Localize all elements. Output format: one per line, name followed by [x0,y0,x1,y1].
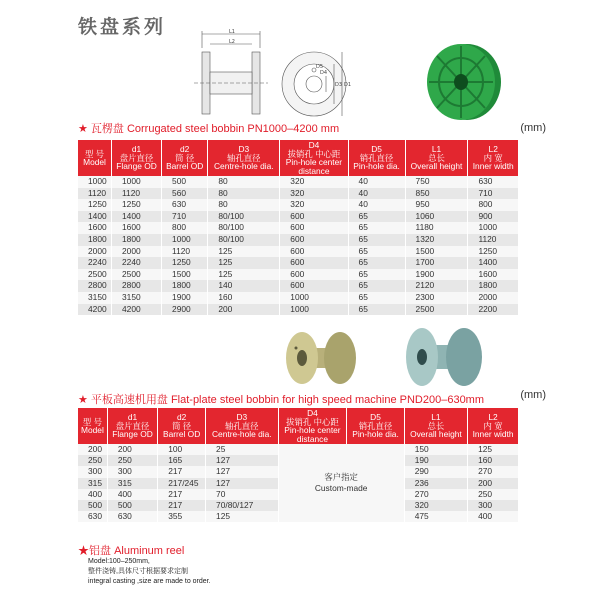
table-cell: 900 [468,211,518,223]
custom-made-en: Custom-made [314,483,368,494]
flat-heading [78,391,484,407]
table-cell: 3150 [112,292,162,304]
table-cell: 2000 [78,246,112,258]
table-cell: 40 [348,188,405,200]
table-cell: 320 [280,199,348,211]
table-cell: 4200 [112,304,162,316]
table-cell: 630 [107,511,157,522]
column-header-code: D5 [370,412,381,423]
table-cell: 400 [107,489,157,500]
table-cell: 65 [348,292,405,304]
column-header-en: Barrel OD [166,161,204,172]
column-header [107,408,157,444]
column-header [206,408,279,444]
table-cell: 80 [208,199,280,211]
table-cell: 2300 [405,292,468,304]
column-header-zh: 轴孔直径 [227,152,261,163]
table-cell: 2500 [112,269,162,281]
table-cell: 630 [468,176,518,188]
corrugated-heading-zh: 瓦楞盘 [90,123,124,135]
table-cell: 40 [348,176,405,188]
table-cell: 1800 [112,234,162,246]
table-cell: 100 [158,444,206,455]
table-cell: 1120 [78,188,112,200]
table-cell: 140 [208,280,280,292]
table-cell: 1800 [162,280,208,292]
table-cell: 300 [107,466,157,477]
column-header-zh: 拔销孔 中心距 [287,148,341,159]
custom-made-cell [278,444,404,522]
table-cell: 600 [280,280,348,292]
table-cell: 290 [404,466,467,477]
column-header-zh: 筒 径 [175,152,195,163]
table-cell: 165 [158,455,206,466]
label-d5: D5 [316,64,324,70]
table-cell: 1180 [405,222,468,234]
column-header-code: d1 [131,144,142,155]
table-cell: 25 [206,444,279,455]
table-cell: 125 [208,246,280,258]
table-cell: 1250 [162,257,208,269]
table-cell: 1400 [78,211,112,223]
column-header-code: L2 [488,144,498,155]
table-cell: 1000 [78,176,112,188]
table-cell: 80/100 [208,211,280,223]
aluminum-note: 整件浇铸,具体尺寸根据要求定制 [88,568,188,575]
column-header-en: Barrel OD [163,429,201,440]
column-header [468,408,518,444]
column-header-code: D5 [371,144,382,155]
table-cell: 1120 [162,246,208,258]
label-d3: D3 [335,82,343,88]
table-cell: 217 [158,500,206,511]
column-header-en: Centre-hole dia. [214,161,274,172]
table-cell: 1320 [405,234,468,246]
table-cell: 475 [404,511,467,522]
table-cell: 300 [468,500,518,511]
table-cell: 200 [107,444,157,455]
column-header-code: d1 [127,412,138,423]
aluminum-heading-en: Aluminum reel [114,545,185,557]
column-header-zh: 筒 径 [172,420,192,431]
table-cell: 65 [348,211,405,223]
table-cell: 600 [280,234,348,246]
table-cell: 320 [280,176,348,188]
table-cell: 2800 [78,280,112,292]
table-cell: 236 [404,478,467,489]
table-row [78,292,518,304]
table-cell: 2500 [78,269,112,281]
column-header-en: Flange OD [116,161,157,172]
table-cell: 500 [162,176,208,188]
aluminum-note: integral casting ,size are made to order. [88,578,211,585]
table-cell: 160 [208,292,280,304]
table-cell: 1000 [162,234,208,246]
table-cell: 2500 [405,304,468,316]
corrugated-unit: (mm) [520,122,546,134]
steel-reel-image [282,330,360,386]
table-row [78,188,518,200]
column-header [162,140,208,176]
table-cell: 65 [348,222,405,234]
column-header-en: Pin-hole dia. [353,161,400,172]
table-cell: 800 [468,199,518,211]
aluminum-note: Model:100–250mm, [88,558,150,565]
table-cell: 630 [78,511,107,522]
column-header-zh: 拔销孔 中心距 [286,416,339,427]
column-header-en: Pin-hole center [284,425,341,435]
table-cell: 3150 [78,292,112,304]
table-cell: 1500 [405,246,468,258]
column-header-en: Model [83,157,106,167]
table-cell: 850 [405,188,468,200]
column-header-zh: 总长 [428,152,445,163]
column-header-en: Model [81,425,104,435]
table-cell: 560 [162,188,208,200]
table-cell: 270 [404,489,467,500]
table-cell: 250 [468,489,518,500]
table-row [78,257,518,269]
table-cell: 950 [405,199,468,211]
table-cell: 2000 [468,292,518,304]
green-reel-image [415,38,507,123]
column-header-zh: 销孔直径 [359,152,394,163]
aluminum-heading-zh: 铝盘 [89,545,111,557]
column-header [404,408,467,444]
table-cell: 1500 [162,269,208,281]
column-header [78,140,112,176]
table-cell: 1000 [468,222,518,234]
table-cell: 125 [208,257,280,269]
bobbin-drawing [190,28,410,120]
table-cell: 70/80/127 [206,500,279,511]
column-header [278,408,347,444]
table-cell: 750 [405,176,468,188]
table-cell: 2800 [112,280,162,292]
table-cell: 2240 [78,257,112,269]
table-row [78,234,518,246]
corrugated-heading-en: Corrugated steel bobbin PN1000–4200 mm [126,123,340,135]
table-cell: 80/100 [208,222,280,234]
table-cell: 1800 [468,280,518,292]
table-cell: 600 [280,222,348,234]
table-header [78,140,518,176]
table-cell: 600 [280,269,348,281]
column-header [208,140,280,176]
column-header-en: Inner width [472,161,514,172]
table-row [78,199,518,211]
table-cell: 127 [206,455,279,466]
table-cell: 1900 [405,269,468,281]
table-cell: 355 [158,511,206,522]
table-cell: 125 [206,511,279,522]
table-cell: 190 [404,455,467,466]
table-row [78,444,518,455]
table-row [78,280,518,292]
column-header-code: L1 [431,144,442,155]
page-title: 铁盘系列 [78,16,167,38]
table-cell: 500 [78,500,107,511]
column-header [280,140,348,176]
table-cell: 300 [78,466,107,477]
column-header-code: D4 [308,140,320,150]
column-header-code: d2 [176,412,187,423]
table-cell: 65 [348,280,405,292]
column-header-zh: 内 宽 [483,420,503,431]
table-cell: 1120 [468,234,518,246]
label-d4: D4 [320,70,328,76]
column-header [468,140,518,176]
table-row [78,211,518,223]
column-header-code: D3 [238,144,250,155]
table-cell: 500 [107,500,157,511]
table-cell: 800 [162,222,208,234]
table-header [78,408,518,444]
column-header-en: Overall height [410,161,463,172]
table-cell: 2200 [468,304,518,316]
table-cell: 600 [280,257,348,269]
table-cell: 217 [158,466,206,477]
table-cell: 710 [468,188,518,200]
table-cell: 1250 [468,246,518,258]
table-cell: 315 [107,478,157,489]
aluminum-notes [88,557,211,587]
table-cell: 217/245 [158,478,206,489]
corrugated-table [78,140,518,315]
table-cell: 65 [348,234,405,246]
table-cell: 200 [208,304,280,316]
table-cell: 200 [468,478,518,489]
column-header-en: distance [296,433,329,444]
star-icon: ★ [78,123,88,135]
table-cell: 1800 [78,234,112,246]
table-cell: 600 [280,211,348,223]
table-cell: 80/100 [208,234,280,246]
column-header [158,408,206,444]
column-header-code: 型 号 [82,416,102,427]
table-cell: 127 [206,478,279,489]
column-header-zh: 盘片直径 [119,152,154,163]
table-cell: 127 [206,466,279,477]
table-cell: 160 [468,455,518,466]
table-row [78,176,518,188]
table-cell: 250 [78,455,107,466]
column-header [348,140,405,176]
column-header-zh: 盘片直径 [115,420,150,431]
table-cell: 1600 [112,222,162,234]
table-cell: 1060 [405,211,468,223]
table-row [78,246,518,258]
aluminum-heading [78,542,184,558]
table-cell: 400 [468,511,518,522]
table-cell: 270 [468,466,518,477]
table-cell: 150 [404,444,467,455]
column-header-code: D4 [307,408,318,418]
star-icon: ★ [78,545,89,557]
table-row [78,269,518,281]
table-cell: 1400 [468,257,518,269]
table-cell: 4200 [78,304,112,316]
table-cell: 1600 [468,269,518,281]
corrugated-heading [78,120,339,136]
label-l1: L1 [229,29,235,35]
column-header-en: Centre-hole dia. [212,429,272,440]
table-row [78,304,518,316]
table-cell: 1600 [78,222,112,234]
flat-reel-image [404,325,486,387]
table-cell: 125 [468,444,518,455]
table-cell: 710 [162,211,208,223]
column-header [78,408,107,444]
table-cell: 1400 [112,211,162,223]
column-header-en: Pin-hole center [285,157,343,167]
custom-made-zh: 客户指定 [324,472,358,482]
flat-heading-zh: 平板高速机用盘 [90,394,168,406]
table-cell: 320 [404,500,467,511]
column-header-en: Pin-hole dia. [352,429,399,440]
table-cell: 2120 [405,280,468,292]
table-cell: 1000 [112,176,162,188]
table-cell: 400 [78,489,107,500]
column-header-code: L2 [488,412,498,423]
table-cell: 1700 [405,257,468,269]
label-l2: L2 [229,39,235,45]
table-cell: 65 [348,246,405,258]
column-header-en: distance [298,165,330,176]
column-header [112,140,162,176]
table-cell: 200 [78,444,107,455]
column-header-en: Flange OD [112,429,153,440]
column-header-zh: 内 宽 [483,152,503,163]
table-cell: 65 [348,257,405,269]
label-d1: D1 [344,82,352,88]
flat-table [78,408,518,522]
table-cell: 2900 [162,304,208,316]
table-cell: 320 [280,188,348,200]
column-header [405,140,468,176]
flat-unit: (mm) [520,389,546,401]
table-cell: 1250 [78,199,112,211]
flat-heading-en: Flat-plate steel bobbin for high speed machine PND200–630mm [170,394,485,406]
table-cell: 65 [348,304,405,316]
table-row [78,222,518,234]
table-cell: 1000 [280,292,348,304]
table-cell: 600 [280,246,348,258]
table-cell: 125 [208,269,280,281]
column-header-code: L1 [431,412,441,423]
column-header-zh: 总长 [427,420,445,431]
table-cell: 1250 [112,199,162,211]
table-cell: 2240 [112,257,162,269]
table-cell: 70 [206,489,279,500]
star-icon: ★ [78,394,88,406]
table-cell: 40 [348,199,405,211]
column-header-en: Inner width [472,429,514,440]
table-cell: 1900 [162,292,208,304]
table-cell: 217 [158,489,206,500]
column-header-code: 型 号 [84,148,105,159]
table-cell: 1000 [280,304,348,316]
table-cell: 80 [208,176,280,188]
table-cell: 2000 [112,246,162,258]
column-header-code: d2 [180,144,190,155]
table-cell: 315 [78,478,107,489]
table-cell: 65 [348,269,405,281]
column-header-zh: 轴孔直径 [225,420,259,431]
column-header-en: Overall height [410,429,462,440]
table-cell: 80 [208,188,280,200]
table-cell: 630 [162,199,208,211]
column-header-code: D3 [236,412,248,423]
table-cell: 1120 [112,188,162,200]
column-header-zh: 销孔直径 [358,420,393,431]
table-cell: 250 [107,455,157,466]
column-header [347,408,404,444]
